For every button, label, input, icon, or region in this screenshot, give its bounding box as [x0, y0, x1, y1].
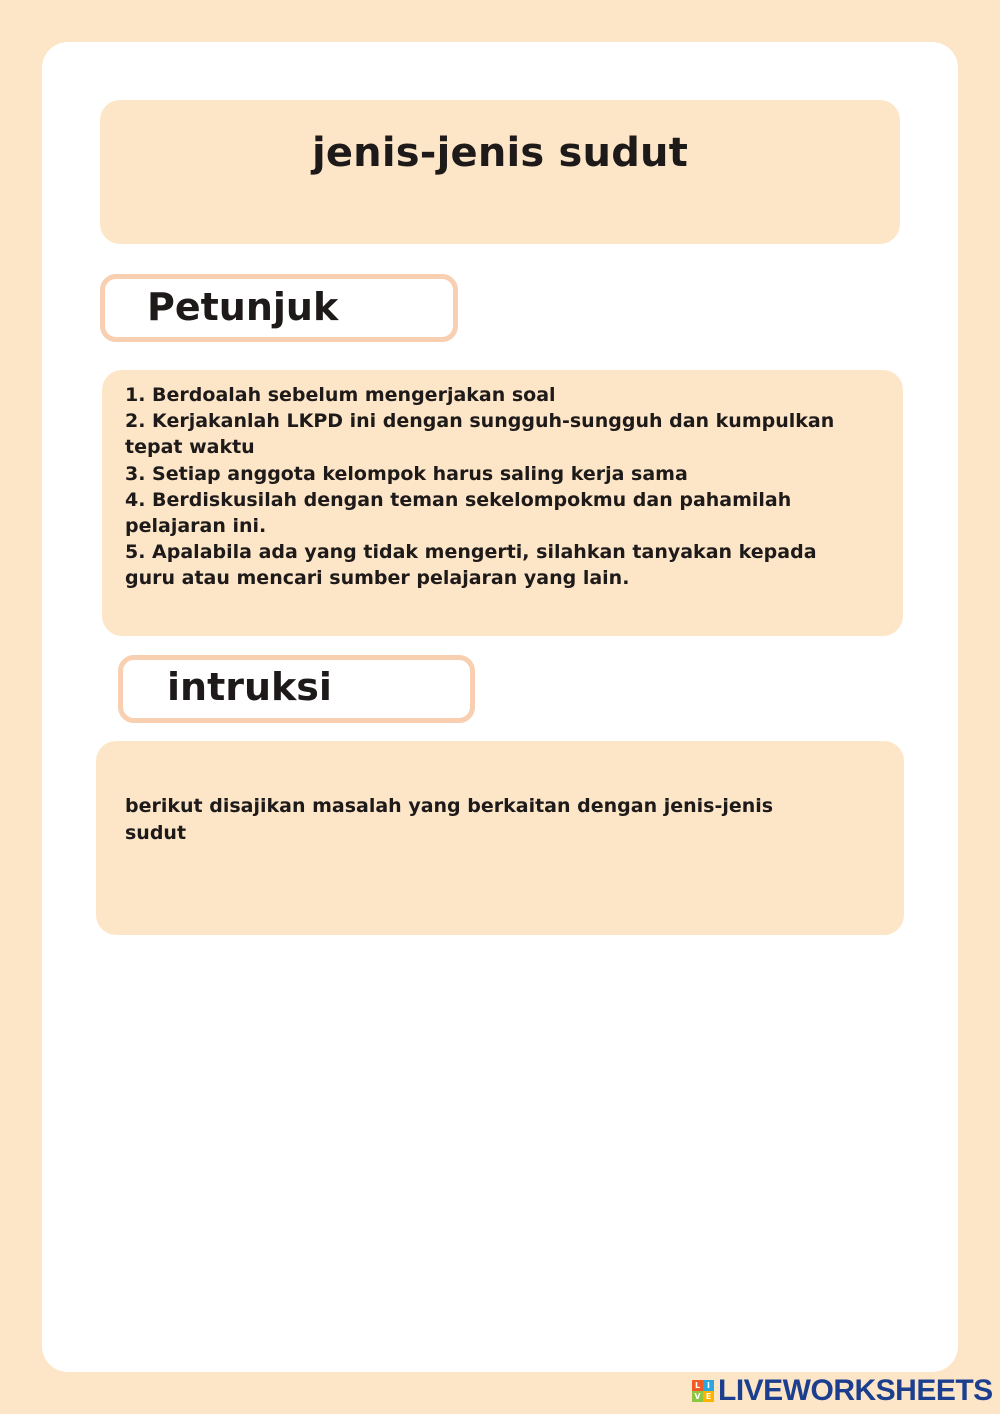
logo-letter: L	[692, 1380, 703, 1391]
petunjuk-item: 3. Setiap anggota kelompok harus saling kerja sama	[125, 462, 688, 485]
intruksi-text: berikut disajikan masalah yang berkaitan dengan jenis-jenis sudut	[125, 795, 774, 844]
logo-letter: E	[703, 1391, 714, 1402]
liveworksheets-footer	[692, 1374, 993, 1408]
liveworksheets-brand: LIVEWORKSHEETS	[718, 1374, 993, 1407]
logo-letter: V	[692, 1391, 703, 1402]
petunjuk-list	[125, 382, 845, 592]
liveworksheets-logo-icon	[692, 1380, 714, 1402]
intruksi-heading: intruksi	[167, 665, 332, 709]
petunjuk-item: 1. Berdoalah sebelum mengerjakan soal	[125, 384, 556, 406]
petunjuk-item: 5. Apalabila ada yang tidak mengerti, silahkan tanyakan kepada guru atau mencari sumber pelajaran yang lain.	[125, 541, 817, 590]
logo-letter: I	[703, 1380, 714, 1391]
page-title: jenis-jenis sudut	[311, 130, 689, 176]
petunjuk-item: 2. Kerjakanlah LKPD ini dengan sungguh-sungguh dan kumpulkan tepat waktu	[125, 410, 835, 459]
petunjuk-item: 4. Berdiskusilah dengan teman sekelompokmu dan pahamilah pelajaran ini.	[125, 488, 792, 538]
petunjuk-heading: Petunjuk	[147, 285, 339, 329]
